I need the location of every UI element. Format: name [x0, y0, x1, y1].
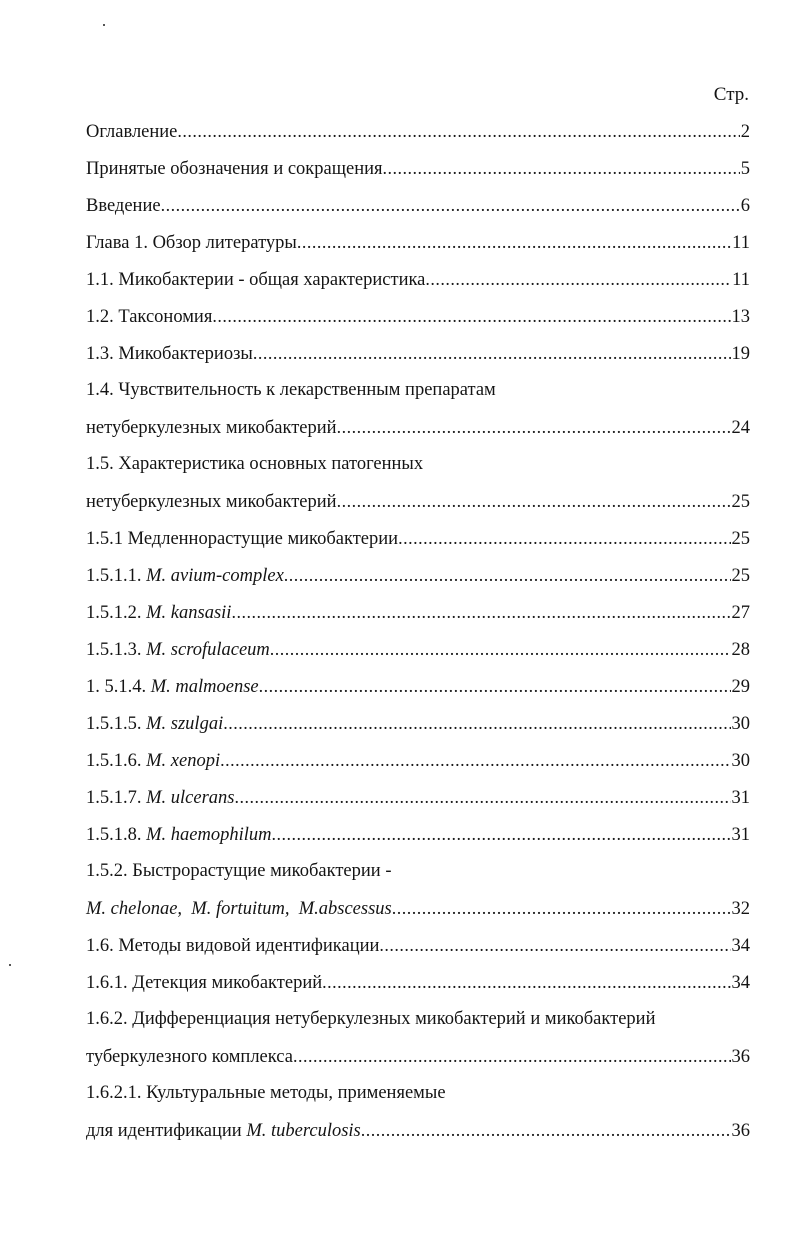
dot-leader [259, 668, 731, 705]
scan-speck [103, 24, 105, 26]
toc-entry-title: 1.1. Микобактерии - общая характеристика [86, 270, 426, 290]
toc-entry-heading [86, 853, 750, 890]
dot-leader [322, 964, 730, 1001]
toc-entry [86, 890, 750, 927]
toc-entry-text: для идентификации [86, 1121, 242, 1141]
toc-entry-species: M. kansasii [146, 603, 232, 623]
toc-entry-page: 25 [731, 492, 750, 512]
toc-entry-title [86, 817, 272, 854]
toc-entry-number: 1.5.1.2. [86, 603, 142, 623]
toc-entry-title [86, 595, 231, 632]
toc-entry-title: Принятые обозначения и сокращения [86, 159, 383, 179]
toc-entry [86, 224, 750, 261]
table-of-contents [86, 113, 750, 1149]
toc-entry [86, 816, 750, 853]
dot-leader [379, 927, 730, 964]
toc-entry-page: 25 [731, 529, 750, 549]
toc-entry [86, 335, 750, 372]
toc-entry-species: M. xenopi [146, 751, 221, 771]
dot-leader [253, 335, 731, 372]
dot-leader [177, 113, 739, 150]
dot-leader [425, 261, 731, 298]
toc-entry-title: 1.4. Чувствительность к лекарственным препаратам [86, 380, 496, 400]
toc-entry-title: 1.6.2. Дифференциация нетуберкулезных микобактерий и микобактерий [86, 1009, 656, 1029]
toc-entry-title: 1.6.2.1. Культуральные методы, применяемые [86, 1083, 446, 1103]
dot-leader [337, 483, 731, 520]
page-column-label: Стр. [713, 84, 749, 105]
toc-entry-page: 34 [731, 973, 750, 993]
toc-entry-page: 25 [731, 566, 750, 586]
toc-entry-number: 1.5.1.7. [86, 788, 142, 808]
toc-entry [86, 1038, 750, 1075]
toc-entry [86, 668, 750, 705]
toc-entry-number: 1.5.1.8. [86, 825, 142, 845]
toc-entry-species: M. chelonae, M. fortuitum, M.abscessus [86, 899, 392, 919]
toc-entry-title: 1.5. Характеристика основных патогенных [86, 454, 424, 474]
toc-entry [86, 1112, 750, 1149]
toc-entry-species: M. szulgai [146, 714, 224, 734]
toc-entry [86, 964, 750, 1001]
toc-entry-title: 1.6. Методы видовой идентификации [86, 936, 380, 956]
toc-entry-title: Оглавление [86, 122, 178, 142]
toc-entry-title [86, 558, 284, 595]
scan-speck [9, 964, 11, 966]
toc-entry-number: 1.5.1.5. [86, 714, 142, 734]
toc-entry-page: 31 [731, 788, 750, 808]
toc-entry [86, 409, 750, 446]
toc-entry-page: 32 [731, 899, 750, 919]
dot-leader [284, 557, 731, 594]
toc-entry-page: 11 [732, 233, 750, 253]
toc-entry [86, 187, 750, 224]
dot-leader [272, 816, 731, 853]
toc-entry-title: Глава 1. Обзор литературы [86, 233, 297, 253]
toc-entry-title [86, 1113, 361, 1150]
toc-entry-page: 36 [731, 1047, 750, 1067]
dot-leader [361, 1112, 731, 1149]
toc-entry-title [86, 632, 270, 669]
toc-entry-title: 1.5.1 Медленнорастущие микобактерии [86, 529, 399, 549]
toc-entry-heading [86, 446, 750, 483]
toc-entry-title: 1.6.1. Детекция микобактерий [86, 973, 323, 993]
toc-entry [86, 779, 750, 816]
toc-entry-species: M. scrofulaceum [146, 640, 270, 660]
toc-entry-title: Введение [86, 196, 161, 216]
toc-entry-title [86, 669, 259, 706]
toc-entry-page: 30 [731, 714, 750, 734]
dot-leader [293, 1038, 731, 1075]
toc-entry-page: 11 [732, 270, 750, 290]
toc-entry-page: 5 [740, 159, 750, 179]
toc-entry-heading [86, 1001, 750, 1038]
toc-entry-number: 1.5.1.3. [86, 640, 142, 660]
toc-entry-title [86, 743, 220, 780]
toc-entry [86, 483, 750, 520]
toc-entry-page: 31 [731, 825, 750, 845]
toc-entry-species: M. malmoense [150, 677, 259, 697]
toc-entry [86, 150, 750, 187]
dot-leader [235, 779, 731, 816]
toc-entry-page: 13 [731, 307, 750, 327]
toc-entry-page: 2 [740, 122, 750, 142]
toc-entry [86, 927, 750, 964]
toc-entry-page: 34 [731, 936, 750, 956]
toc-entry-page: 28 [731, 640, 750, 660]
toc-entry-page: 30 [731, 751, 750, 771]
toc-entry-page: 29 [731, 677, 750, 697]
toc-entry-title [86, 891, 392, 928]
toc-entry [86, 261, 750, 298]
dot-leader [220, 742, 730, 779]
dot-leader [337, 409, 731, 446]
toc-entry-title [86, 780, 235, 817]
toc-entry-heading [86, 372, 750, 409]
toc-entry-species: M. ulcerans [146, 788, 235, 808]
toc-entry-title [86, 706, 223, 743]
dot-leader [161, 187, 740, 224]
toc-entry-number: 1.5.1.6. [86, 751, 142, 771]
toc-entry [86, 113, 750, 150]
toc-entry-title: 1.3. Микобактериозы [86, 344, 253, 364]
toc-entry [86, 594, 750, 631]
toc-entry [86, 705, 750, 742]
toc-entry-species: M. tuberculosis [246, 1121, 361, 1141]
toc-entry-page: 24 [731, 418, 750, 438]
toc-entry-title: нетуберкулезных микобактерий [86, 492, 337, 512]
dot-leader [223, 705, 730, 742]
dot-leader [392, 890, 731, 927]
toc-entry-title: туберкулезного комплекса [86, 1047, 293, 1067]
dot-leader [297, 224, 731, 261]
dot-leader [212, 298, 730, 335]
toc-entry [86, 520, 750, 557]
toc-entry-number: 1. 5.1.4. [86, 677, 147, 697]
dot-leader [398, 520, 730, 557]
toc-entry-species: M. haemophilum [146, 825, 272, 845]
toc-entry-title: 1.2. Таксономия [86, 307, 213, 327]
dot-leader [231, 594, 730, 631]
toc-entry-number: 1.5.1.1. [86, 566, 142, 586]
toc-entry [86, 631, 750, 668]
toc-entry-page: 6 [740, 196, 750, 216]
toc-entry-heading [86, 1075, 750, 1112]
toc-entry-page: 27 [731, 603, 750, 623]
dot-leader [270, 631, 731, 668]
toc-entry [86, 557, 750, 594]
toc-entry-title: 1.5.2. Быстрорастущие микобактерии - [86, 861, 392, 881]
dot-leader [383, 150, 740, 187]
toc-entry-species: M. avium-complex [146, 566, 284, 586]
toc-entry [86, 742, 750, 779]
toc-entry [86, 298, 750, 335]
toc-entry-page: 19 [731, 344, 750, 364]
toc-entry-page: 36 [731, 1121, 750, 1141]
toc-entry-title: нетуберкулезных микобактерий [86, 418, 337, 438]
